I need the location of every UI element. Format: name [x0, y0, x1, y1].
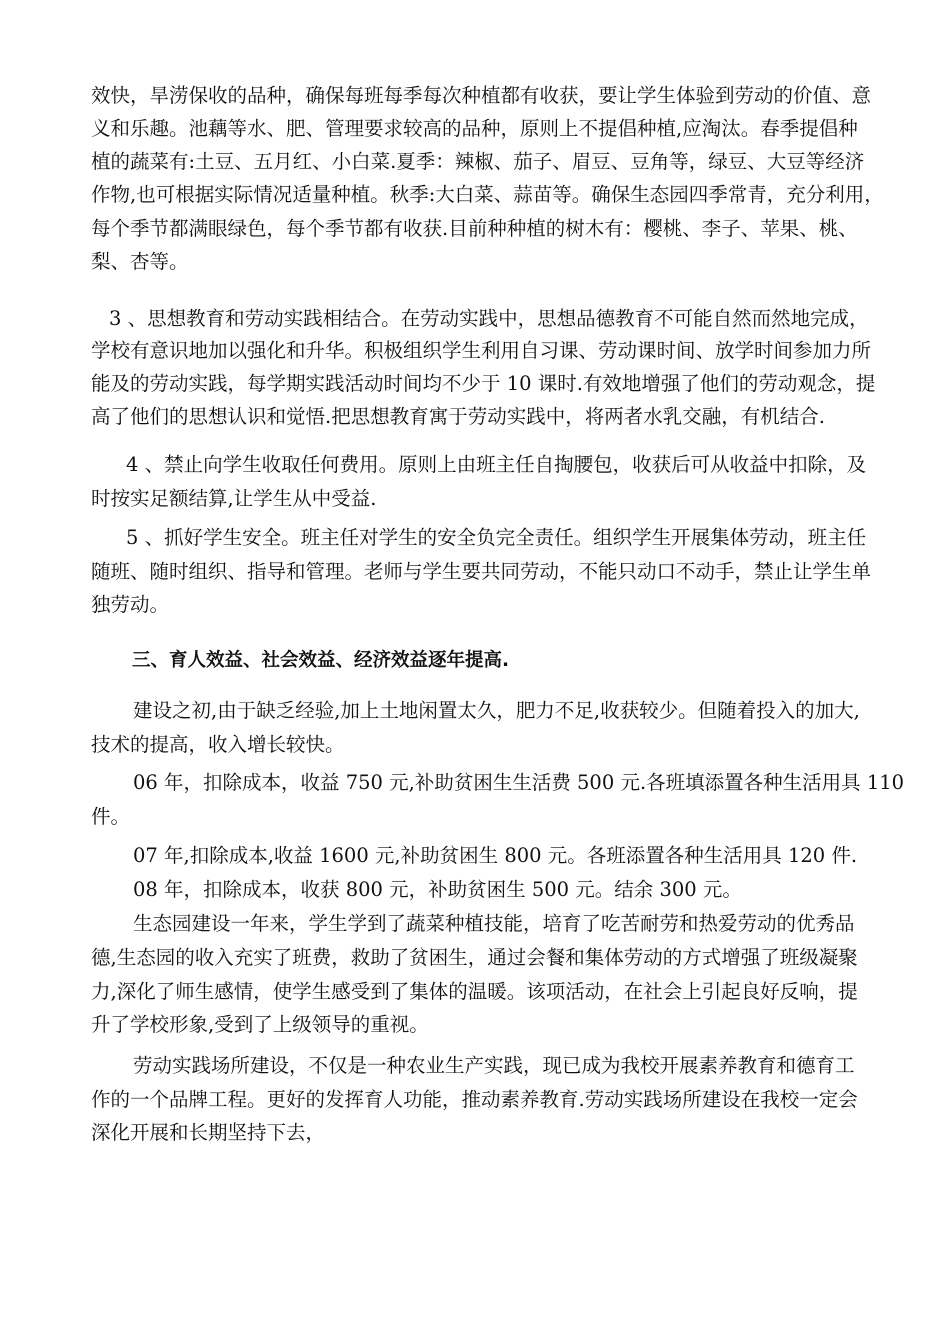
- text-line: 作的一个品牌工程。更好的发挥育人功能，推动素养教育.劳动实践场所建设在我校一定会: [91, 1088, 858, 1111]
- text-line: 劳动实践场所建设，不仅是一种农业生产实践，现已成为我校开展素养教育和德育工: [133, 1054, 855, 1077]
- text-line: 3 、思想教育和劳动实践相结合。在劳动实践中，思想品德教育不可能自然而然地完成，: [109, 307, 869, 330]
- text-line: 独劳动。: [91, 593, 170, 616]
- text-line: 学校有意识地加以强化和升华。积极组织学生利用自习课、劳动课时间、放学时间参加力所: [91, 339, 872, 362]
- text-line: 07 年,扣除成本,收益 1600 元,补助贫困生 800 元。各班添置各种生活用具 120 件.: [133, 844, 858, 867]
- text-line: 件。: [91, 805, 131, 828]
- text-line: 随班、随时组织、指导和管理。老师与学生要共同劳动，不能只动口不动手，禁止让学生单: [91, 560, 872, 583]
- text-line: 升了学校形象,受到了上级领导的重视。: [91, 1013, 429, 1036]
- text-line: 作物,也可根据实际情况适量种植。秋季:大白菜、蒜苗等。确保生态园四季常青，充分利用，: [91, 183, 884, 206]
- text-line: 能及的劳动实践，每学期实践活动时间均不少于 10 课时.有效地增强了他们的劳动观念，提: [91, 372, 876, 395]
- text-line: 08 年，扣除成本，收获 800 元，补助贫困生 500 元。结余 300 元。: [133, 878, 742, 901]
- text-line: 4 、禁止向学生收取任何费用。原则上由班主任自掏腰包，收获后可从收益中扣除，及: [126, 453, 867, 476]
- text-line: 义和乐趣。池藕等水、肥、管理要求较高的品种，原则上不提倡种植,应淘汰。春季提倡种: [91, 117, 858, 140]
- text-line: 生态园建设一年来，学生学到了蔬菜种植技能，培育了吃苦耐劳和热爱劳动的优秀品: [133, 912, 855, 935]
- text-line: 每个季节都满眼绿色，每个季节都有收获.目前种种植的树木有：樱桃、李子、苹果、桃、: [91, 217, 858, 240]
- text-line: 力,深化了师生感情，使学生感受到了集体的温暖。该项活动，在社会上引起良好反响，提: [91, 980, 858, 1003]
- text-line: 时按实足额结算,让学生从中受益.: [91, 487, 377, 510]
- text-line: 06 年，扣除成本，收益 750 元,补助贫困生生活费 500 元.各班填添置各种生活用具 110: [133, 771, 905, 794]
- text-line: 深化开展和长期坚持下去，: [91, 1121, 326, 1144]
- text-line: 梨、杏等。: [91, 250, 189, 273]
- section-3-title: 三、育人效益、社会效益、经济效益逐年提高.: [132, 650, 510, 671]
- text-line: 德,生态园的收入充实了班费，救助了贫困生，通过会餐和集体劳动的方式增强了班级凝聚: [91, 946, 858, 969]
- text-line: 技术的提高，收入增长较快。: [91, 733, 345, 756]
- text-line: 植的蔬菜有:土豆、五月红、小白菜.夏季：辣椒、茄子、眉豆、豆角等，绿豆、大豆等经济: [91, 150, 865, 173]
- text-line: 5 、抓好学生安全。班主任对学生的安全负完全责任。组织学生开展集体劳动，班主任: [126, 526, 867, 549]
- text-line: 建设之初,由于缺乏经验,加上土地闲置太久，肥力不足,收获较少。但随着投入的加大,: [133, 699, 860, 722]
- text-line: 效快，旱涝保收的品种，确保每班每季每次种植都有收获，要让学生体验到劳动的价值、意: [91, 84, 872, 107]
- text-line: 高了他们的思想认识和觉悟.把思想教育寓于劳动实践中，将两者水乳交融，有机结合.: [91, 405, 825, 428]
